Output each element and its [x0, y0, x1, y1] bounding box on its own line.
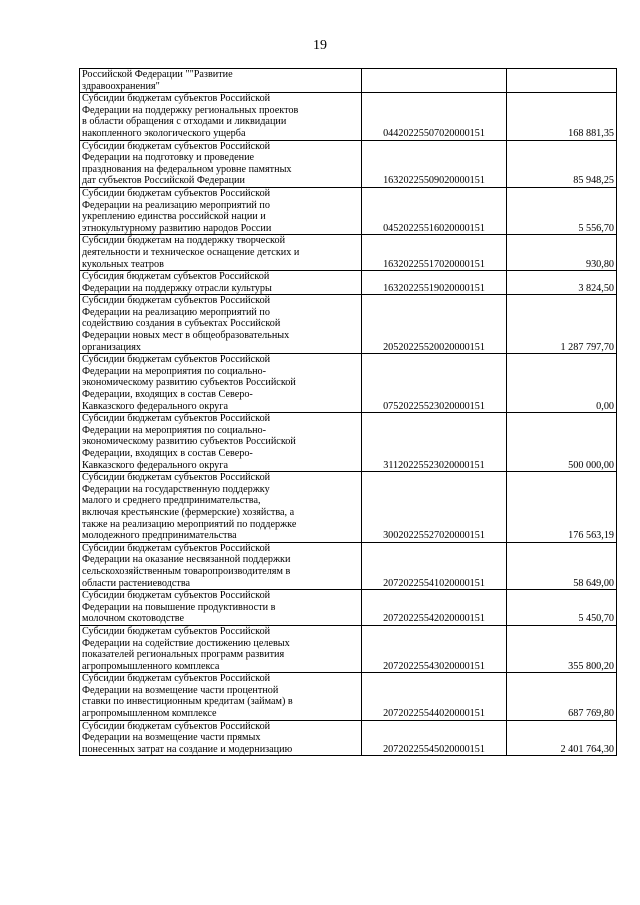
description-line: Федерации на реализацию мероприятий по [82, 306, 270, 318]
amount-cell [507, 69, 617, 93]
description-line: Федерации на повышение продуктивности в [82, 601, 276, 613]
amount-cell: 687 769,80 [507, 673, 617, 720]
description-line: Федерации, входящих в состав Северо- [82, 389, 253, 401]
description-line: Федерации на реализацию мероприятий по [82, 199, 270, 211]
amount-cell: 168 881,35 [507, 93, 617, 140]
description-cell [80, 673, 362, 720]
description-line: Субсидии бюджетам субъектов Российской [82, 625, 271, 637]
description-line: Федерации на поддержку региональных проектов [82, 104, 299, 116]
table-row [80, 295, 617, 354]
description-line: экономическому развитию субъектов Российской [82, 377, 296, 389]
description-line: ставки по инвестиционным кредитам (займам) в [82, 696, 293, 708]
description-cell [80, 235, 362, 271]
budget-table [79, 68, 617, 756]
description-line: Федерации на возмещение части прямых [82, 732, 261, 744]
table-row [80, 354, 617, 413]
description-line: укреплению единства российской нации и [82, 211, 266, 223]
table-row [80, 235, 617, 271]
description-line: экономическому развитию субъектов Российской [82, 436, 296, 448]
description-cell [80, 93, 362, 140]
description-cell [80, 69, 362, 93]
table-row [80, 413, 617, 472]
description-cell [80, 271, 362, 295]
description-line: области растениеводства [82, 577, 191, 589]
amount-cell: 176 563,19 [507, 472, 617, 543]
description-line: Субсидии бюджетам субъектов Российской [82, 472, 271, 484]
table-row [80, 93, 617, 140]
budget-code-cell: 20720225545020000151 [362, 720, 507, 756]
budget-code-cell: 16320225517020000151 [362, 235, 507, 271]
description-line: также на реализацию мероприятий по поддержке [82, 518, 297, 530]
description-line: показателей региональных программ развития [82, 649, 285, 661]
amount-cell: 930,80 [507, 235, 617, 271]
table-row [80, 69, 617, 93]
description-line: кукольных театров [82, 258, 164, 270]
description-cell [80, 590, 362, 626]
amount-cell: 3 824,50 [507, 271, 617, 295]
table-row [80, 542, 617, 589]
budget-code-cell: 20720225544020000151 [362, 673, 507, 720]
description-line: содействию создания в субъектах Российской [82, 318, 281, 330]
description-line: Федерации на мероприятия по социально- [82, 424, 267, 436]
description-line: Федерации на содействие достижению целевых [82, 637, 290, 649]
budget-code-cell: 20720225541020000151 [362, 542, 507, 589]
description-line: здравоохранения" [82, 80, 160, 92]
description-line: малого и среднего предпринимательства, [82, 495, 261, 507]
amount-cell: 5 556,70 [507, 187, 617, 234]
description-line: Российской Федерации ""Развитие [82, 69, 233, 80]
description-cell [80, 472, 362, 543]
budget-code-cell: 20720225543020000151 [362, 625, 507, 672]
description-line: дат субъектов Российской Федерации [82, 175, 245, 187]
description-line: Федерации на возмещение части процентной [82, 684, 279, 696]
description-cell [80, 187, 362, 234]
description-line: Субсидии бюджетам субъектов Российской [82, 93, 271, 105]
description-line: Кавказского федерального округа [82, 459, 228, 471]
amount-cell: 355 800,20 [507, 625, 617, 672]
description-line: Федерации новых мест в общеобразовательных [82, 330, 290, 342]
budget-code-cell: 20720225542020000151 [362, 590, 507, 626]
amount-cell: 500 000,00 [507, 413, 617, 472]
amount-cell: 85 948,25 [507, 140, 617, 187]
description-line: этнокультурному развитию народов России [82, 222, 272, 234]
description-cell [80, 354, 362, 413]
description-line: молочном скотоводстве [82, 613, 185, 625]
page-number: 19 [313, 38, 327, 53]
description-line: Субсидии бюджетам на поддержку творческой [82, 235, 286, 247]
description-cell [80, 720, 362, 756]
description-line: понесенных затрат на создание и модернизацию [82, 743, 293, 755]
budget-code-cell: 04520225516020000151 [362, 187, 507, 234]
description-line: празднования на федеральном уровне памятных [82, 163, 292, 175]
description-line: Субсидии бюджетам субъектов Российской [82, 720, 271, 732]
budget-code-cell: 07520225523020000151 [362, 354, 507, 413]
description-line: сельскохозяйственным товаропроизводителям в [82, 565, 291, 577]
description-line: Федерации на мероприятия по социально- [82, 365, 267, 377]
table-row [80, 625, 617, 672]
description-line: организациях [82, 341, 142, 353]
description-line: деятельности и техническое оснащение детских и [82, 246, 300, 258]
budget-code-cell: 31120225523020000151 [362, 413, 507, 472]
amount-cell: 2 401 764,30 [507, 720, 617, 756]
description-line: агропромышленного комплекса [82, 660, 220, 672]
budget-code-cell: 16320225509020000151 [362, 140, 507, 187]
budget-code-cell: 16320225519020000151 [362, 271, 507, 295]
budget-code-cell: 30020225527020000151 [362, 472, 507, 543]
table-row [80, 590, 617, 626]
table-row [80, 673, 617, 720]
description-line: Субсидия бюджетам субъектов Российской [82, 271, 270, 283]
table-row [80, 140, 617, 187]
table-row [80, 187, 617, 234]
budget-code-cell: 20520225520020000151 [362, 295, 507, 354]
description-line: Кавказского федерального округа [82, 400, 228, 412]
budget-code-cell [362, 69, 507, 93]
amount-cell: 0,00 [507, 354, 617, 413]
description-line: Федерации на государственную поддержку [82, 483, 270, 495]
description-line: Субсидии бюджетам субъектов Российской [82, 673, 271, 685]
description-line: Субсидии бюджетам субъектов Российской [82, 542, 271, 554]
description-line: Субсидии бюджетам субъектов Российской [82, 140, 271, 152]
description-line: Субсидии бюджетам субъектов Российской [82, 295, 271, 307]
amount-cell: 5 450,70 [507, 590, 617, 626]
description-cell [80, 413, 362, 472]
description-line: молодежного предпринимательства [82, 530, 237, 542]
description-line: Субсидии бюджетам субъектов Российской [82, 187, 271, 199]
description-line: агропромышленном комплексе [82, 708, 217, 720]
description-line: накопленного экологического ущерба [82, 127, 246, 139]
description-line: Субсидии бюджетам субъектов Российской [82, 413, 271, 425]
description-cell [80, 625, 362, 672]
table-row [80, 472, 617, 543]
description-line: Субсидии бюджетам субъектов Российской [82, 354, 271, 366]
description-line: Субсидии бюджетам субъектов Российской [82, 590, 271, 602]
budget-code-cell: 04420225507020000151 [362, 93, 507, 140]
description-cell [80, 140, 362, 187]
table-body [80, 69, 617, 756]
description-line: Федерации на оказание несвязанной поддержки [82, 554, 291, 566]
amount-cell: 1 287 797,70 [507, 295, 617, 354]
description-line: Федерации, входящих в состав Северо- [82, 448, 253, 459]
table-row [80, 271, 617, 295]
description-cell [80, 295, 362, 354]
amount-cell: 58 649,00 [507, 542, 617, 589]
description-line: Федерации на подготовку и проведение [82, 152, 255, 164]
description-line: включая крестьянские (фермерские) хозяйства, а [82, 506, 295, 518]
table-row [80, 720, 617, 756]
description-line: в области обращения с отходами и ликвидации [82, 116, 287, 128]
description-cell [80, 542, 362, 589]
description-line: Федерации на поддержку отрасли культуры [82, 282, 272, 294]
